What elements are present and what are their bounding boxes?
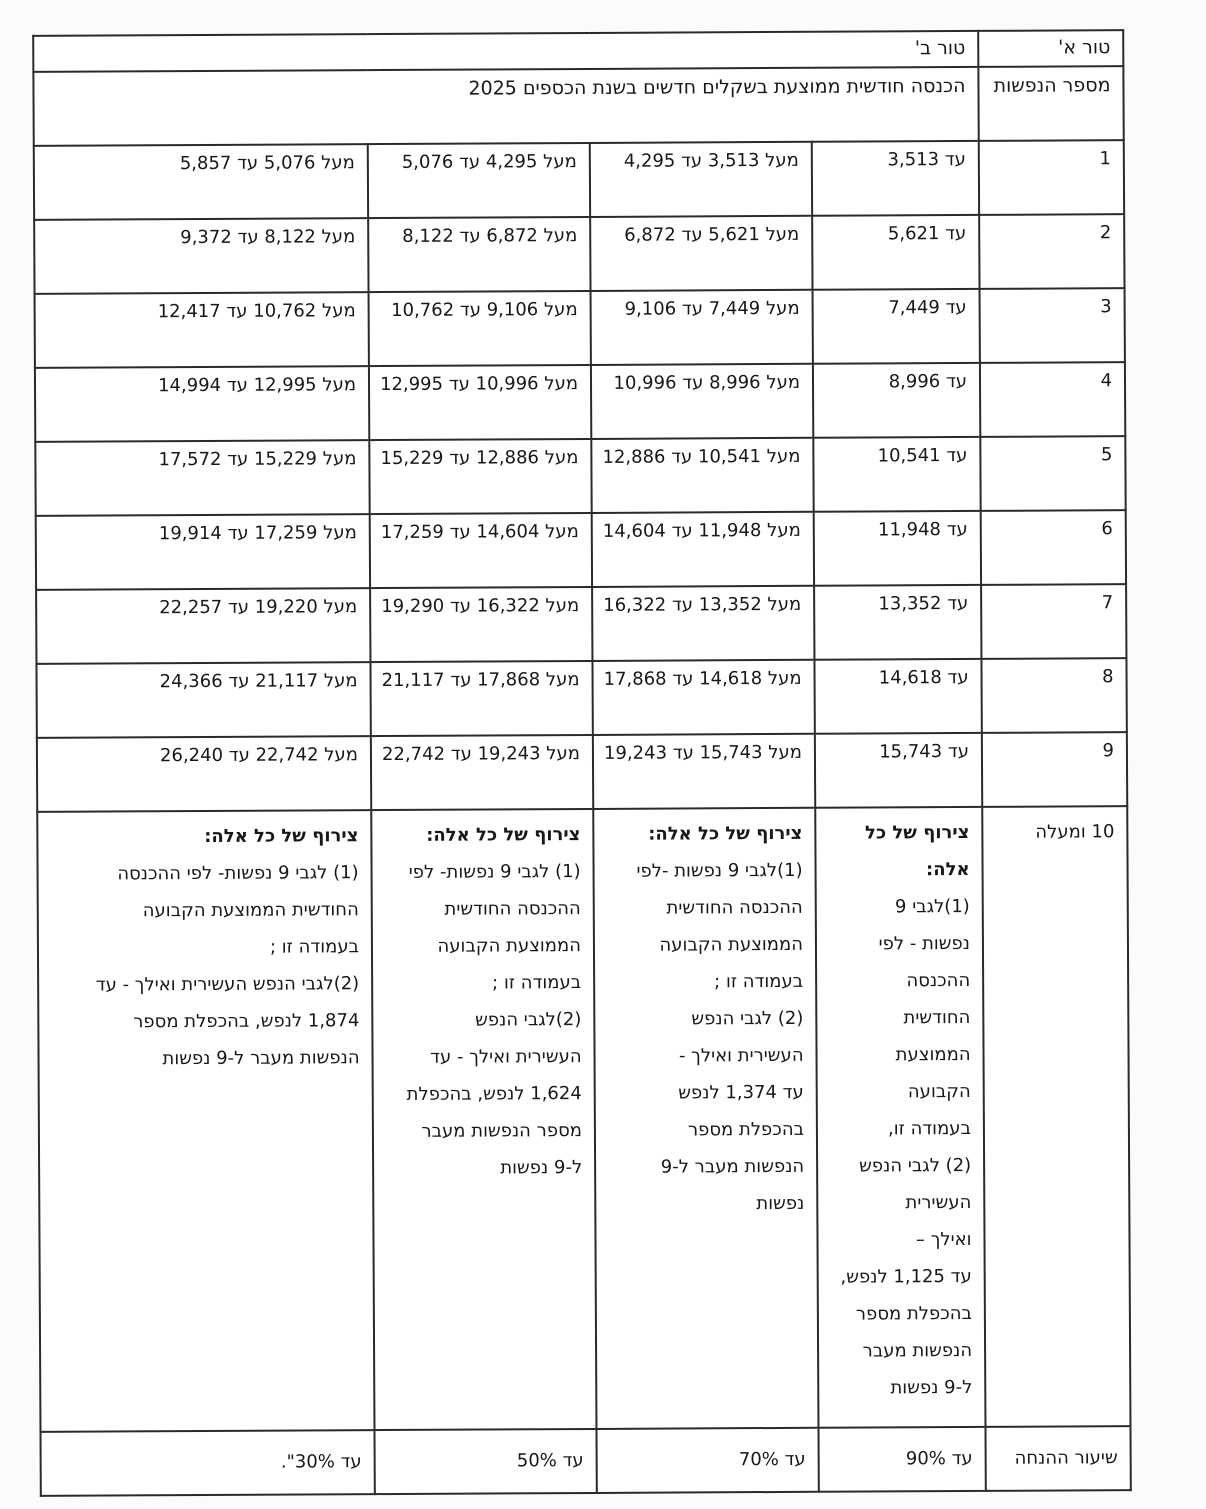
- header-row-titles: [33, 66, 1123, 146]
- discount-rate-70: עד 70%: [597, 1428, 819, 1493]
- header-income-title: הכנסה חודשית ממוצעת בשקלים חדשים בשנת הכספים 2025: [33, 67, 978, 146]
- income-cell: מעל 19,243 עד 22,742: [371, 735, 593, 810]
- row-label: 1: [979, 140, 1124, 215]
- discount-rate-30: עד 30%".: [40, 1430, 374, 1496]
- table-row: [35, 288, 1125, 368]
- income-discount-table: [32, 29, 1132, 1497]
- income-cell: עד 7,449: [813, 289, 980, 364]
- combination-body: (1) לגבי 9 נפשות- לפי ההכנסה החודשית הממוצעת הקבועה בעמודה זו ; (2)לגבי הנפש העשירית ואילך - עד 1,624 לנפש, בהכפלת מספר הנפשות מעבר ל-9 נפשות: [406, 861, 583, 1179]
- income-cell: מעל 10,996 עד 12,995: [369, 365, 591, 440]
- income-cell: מעל 12,995 עד 14,994: [35, 366, 369, 442]
- table-row: [34, 140, 1124, 220]
- income-cell: מעל 13,352 עד 16,322: [592, 586, 814, 661]
- row-ten-and-above: [37, 806, 1130, 1432]
- income-cell: עד 3,513: [812, 141, 979, 216]
- header-col-a: טור א': [978, 30, 1123, 67]
- income-cell: מעל 5,076 עד 5,857: [34, 144, 368, 220]
- income-cell: מעל 12,886 עד 15,229: [369, 439, 591, 514]
- row-label: 6: [981, 510, 1126, 585]
- table-row: [36, 658, 1126, 738]
- table-row: [36, 510, 1126, 590]
- header-col-b: טור ב': [33, 31, 978, 72]
- row-label: 2: [979, 214, 1124, 289]
- combination-heading: צירוף של כל אלה:: [648, 822, 803, 845]
- discount-rate-50: עד 50%: [375, 1429, 597, 1494]
- income-cell: מעל 10,762 עד 12,417: [35, 292, 369, 368]
- income-cell: מעל 15,743 עד 19,243: [593, 734, 815, 809]
- row-label: 7: [981, 584, 1126, 659]
- income-cell: מעל 17,868 עד 21,117: [371, 661, 593, 736]
- income-cell: מעל 4,295 עד 5,076: [368, 143, 590, 218]
- income-cell: עד 15,743: [815, 733, 982, 808]
- income-cell: עד 11,948: [814, 511, 981, 586]
- row-label: 4: [980, 362, 1125, 437]
- income-cell: מעל 3,513 עד 4,295: [590, 142, 812, 217]
- combination-cell-30: [37, 810, 374, 1432]
- income-cell: מעל 8,122 עד 9,372: [34, 218, 368, 294]
- combination-cell-90: [815, 807, 985, 1428]
- income-cell: מעל 11,948 עד 14,604: [592, 512, 814, 587]
- header-persons-count: מספר הנפשות: [978, 66, 1123, 141]
- table-row: [36, 584, 1126, 664]
- combination-body: (1) לגבי 9 נפשות- לפי ההכנסה החודשית הממוצעת הקבועה בעמודה זו ; (2)לגבי הנפש העשירית ואילך - עד 1,874 לנפש, בהכפלת מספר הנפשות מעבר ל-9 נפשות: [95, 862, 360, 1070]
- discount-rate-label: שיעור ההנחה: [986, 1426, 1131, 1491]
- combination-cell-50: [371, 809, 596, 1430]
- combination-body: (1)לגבי 9 נפשות -לפי ההכנסה החודשית הממוצעת הקבועה בעמודה זו ; (2) לגבי הנפש העשירית ואילך - עד 1,374 לנפש בהכפלת מספר הנפשות מעבר ל-9 נפשות: [636, 859, 805, 1215]
- combination-cell-70: [593, 808, 818, 1429]
- combination-heading: צירוף של כל אלה:: [864, 821, 970, 881]
- income-cell: עד 5,621: [812, 215, 979, 290]
- income-cell: מעל 6,872 עד 8,122: [368, 217, 590, 292]
- income-cell: מעל 22,742 עד 26,240: [37, 736, 371, 812]
- income-cell: מעל 8,996 עד 10,996: [591, 364, 813, 439]
- income-cell: עד 13,352: [814, 585, 981, 660]
- income-cell: מעל 19,220 עד 22,257: [36, 588, 370, 664]
- income-cell: עד 10,541: [813, 437, 980, 512]
- discount-rate-row: [40, 1426, 1130, 1496]
- row-label: 8: [981, 658, 1126, 733]
- table-row: [35, 436, 1125, 516]
- income-cell: מעל 16,322 עד 19,290: [370, 587, 592, 662]
- row-label: 9: [982, 732, 1127, 807]
- income-cell: מעל 15,229 עד 17,572: [35, 440, 369, 516]
- income-cell: מעל 7,449 עד 9,106: [591, 290, 813, 365]
- discount-rate-90: עד 90%: [819, 1427, 986, 1492]
- income-cell: מעל 9,106 עד 10,762: [369, 291, 591, 366]
- table-row: [37, 732, 1127, 812]
- income-cell: מעל 14,604 עד 17,259: [370, 513, 592, 588]
- income-cell: מעל 14,618 עד 17,868: [592, 660, 814, 735]
- header-row-columns: [33, 30, 1123, 72]
- income-cell: מעל 21,117 עד 24,366: [36, 662, 370, 738]
- income-cell: מעל 5,621 עד 6,872: [590, 216, 812, 291]
- income-cell: עד 8,996: [813, 363, 980, 438]
- income-cell: מעל 17,259 עד 19,914: [36, 514, 370, 590]
- row-label: 5: [980, 436, 1125, 511]
- income-cell: עד 14,618: [814, 659, 981, 734]
- income-cell: מעל 10,541 עד 12,886: [591, 438, 813, 513]
- table-row: [35, 362, 1125, 442]
- row-label-ten-plus: 10 ומעלה: [982, 806, 1130, 1427]
- row-label: 3: [980, 288, 1125, 363]
- combination-body: (1)לגבי 9 נפשות - לפי ההכנסה החודשית הממוצעת הקבועה בעמודה זו, (2) לגבי הנפש העשירית ואילך – עד 1,125 לנפש, בהכפלת מספר הנפשות מעבר ל-9 נפשות: [840, 895, 973, 1399]
- combination-heading: צירוף של כל אלה:: [426, 824, 581, 846]
- table-row: [34, 214, 1124, 294]
- combination-heading: צירוף של כל אלה:: [204, 825, 359, 847]
